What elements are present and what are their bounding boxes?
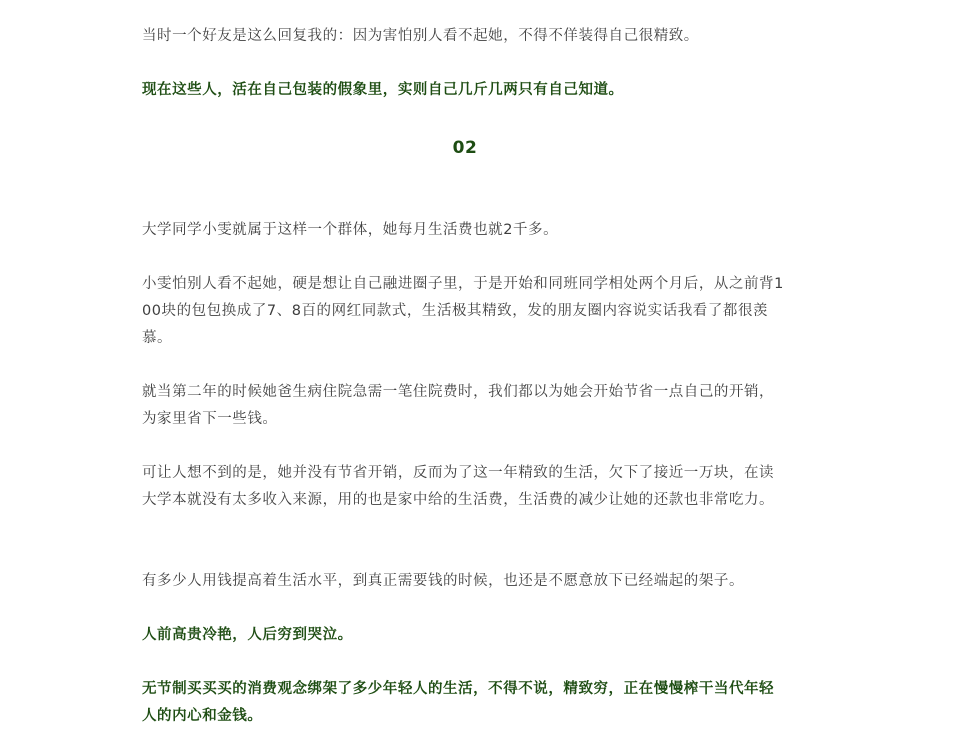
paragraph-emphasis-illusion: 现在这些人，活在自己包装的假象里，实则自己几斤几两只有自己知道。 (142, 82, 624, 98)
paragraph-emphasis-crying: 人前高贵冷艳，人后穷到哭泣。 (142, 627, 353, 643)
paragraph-classmate-fitting-in: 小雯怕别人看不起她，硬是想让自己融进圈子里，于是开始和同班同学相处两个月后，从之前背100块的包包换成了7、8百的网红同款式，生活极其精致，发的朋友圈内容说实话我看了都很羡慕。 (142, 276, 784, 346)
paragraph-classmate-intro: 大学同学小雯就属于这样一个群体，她每月生活费也就2千多。 (142, 222, 559, 238)
paragraph-father-illness: 就当第二年的时候她爸生病住院急需一笔住院费时，我们都以为她会开始节省一点自己的开销，为家里省下一些钱。 (142, 384, 775, 427)
paragraph-emphasis-consumerism: 无节制买买买的消费观念绑架了多少年轻人的生活，不得不说，精致穷，正在慢慢榨干当代年轻人的内心和金钱。 (142, 681, 775, 724)
paragraph-debt: 可让人想不到的是，她并没有节省开销，反而为了这一年精致的生活，欠下了接近一万块，在读大学本就没有太多收入来源，用的也是家中给的生活费，生活费的减少让她的还款也非常吃力。 (142, 465, 775, 508)
section-number: 02 (452, 138, 478, 158)
paragraph-keeping-face: 有多少人用钱提高着生活水平，到真正需要钱的时候，也还是不愿意放下已经端起的架子。 (142, 573, 744, 589)
paragraph-friend-reply: 当时一个好友是这么回复我的：因为害怕别人看不起她，不得不佯装得自己很精致。 (142, 28, 699, 44)
